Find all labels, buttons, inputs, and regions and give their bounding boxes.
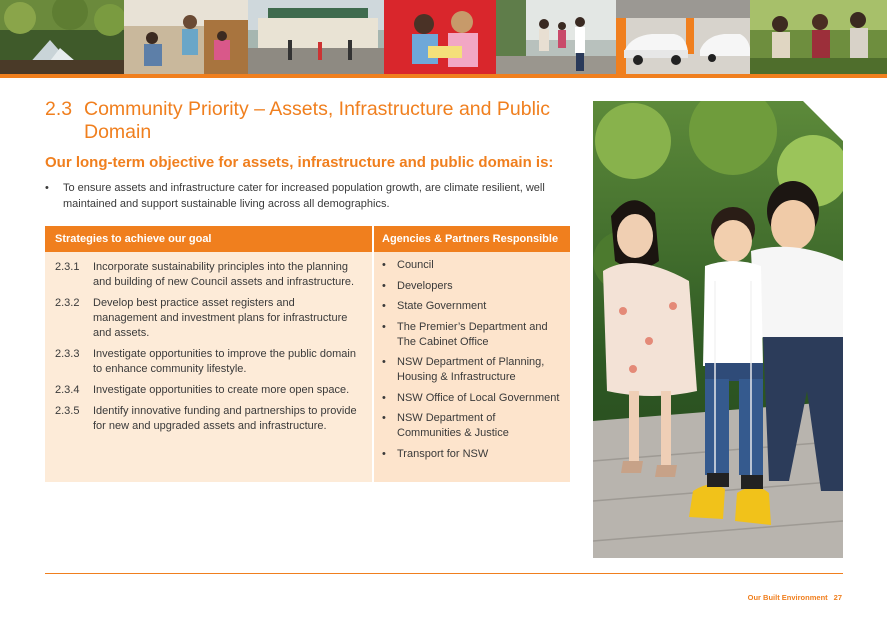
forest-stream-photo	[0, 0, 124, 74]
bullet-dot: •	[382, 279, 386, 292]
bullet-dot: •	[382, 391, 386, 404]
children-reading-photo	[384, 0, 496, 74]
strategy-text: Investigate opportunities to create more open space.	[93, 384, 350, 396]
agencies-column	[374, 252, 570, 482]
section-heading	[45, 98, 565, 144]
strategy-text: Incorporate sustainability principles into the planning and building of new Council assets and infrastructure.	[93, 261, 355, 288]
agency-item	[382, 391, 562, 406]
agency-item	[382, 320, 562, 350]
strategy-number: 2.3.4	[55, 384, 80, 396]
community-garden-photo	[750, 0, 887, 74]
strategy-text: Investigate opportunities to improve the public domain to enhance community lifestyle.	[93, 348, 356, 375]
section-title: Community Priority – Assets, Infrastructure and Public Domain	[84, 98, 551, 143]
strategies-table	[45, 226, 570, 482]
strategy-item	[55, 347, 362, 377]
footer-section-name: Our Built Environment	[747, 593, 828, 602]
bullet-dot: •	[382, 412, 386, 424]
agency-item	[382, 299, 562, 314]
intro-bullet-text: To ensure assets and infrastructure cater for increased population growth, are climate resilient, well maintained and support sustainable living across all demographics.	[63, 182, 545, 210]
bullet-dot: •	[382, 259, 386, 271]
page-number: 27	[833, 593, 842, 602]
section-number: 2.3	[45, 98, 73, 120]
town-square-photo	[248, 0, 384, 74]
strategy-number: 2.3.5	[55, 405, 80, 417]
agency-text: The Premier’s Department and The Cabinet Office	[397, 320, 548, 348]
strategy-item	[55, 260, 362, 290]
header-photo-strip	[0, 0, 887, 74]
agency-item	[382, 258, 562, 273]
strategy-number: 2.3.2	[55, 297, 80, 309]
header-accent-bar	[0, 74, 887, 78]
bullet-dot: •	[382, 356, 386, 368]
intro-bullet	[45, 180, 565, 212]
agency-text: NSW Department of Communities & Justice	[397, 412, 509, 439]
agency-item	[382, 447, 562, 462]
family-reading-photo	[124, 0, 248, 74]
strategy-item	[55, 296, 362, 341]
page-footer	[748, 593, 842, 602]
agency-text: NSW Department of Planning, Housing & Infrastructure	[397, 356, 545, 383]
agency-item	[382, 355, 562, 385]
strategies-column	[45, 252, 374, 482]
agencies-column-header: Agencies & Partners Responsible	[382, 233, 559, 245]
bullet-dot: •	[382, 320, 386, 333]
strategy-number: 2.3.3	[55, 348, 80, 360]
table-header-row	[45, 226, 570, 252]
objective-heading: Our long-term objective for assets, infrastructure and public domain is:	[45, 154, 554, 171]
family-photo	[593, 101, 843, 558]
agency-text: State Government	[397, 300, 487, 312]
bottom-rule	[45, 573, 843, 574]
agency-text: Council	[397, 259, 434, 271]
agency-item	[382, 411, 562, 441]
electric-car-charging-photo	[616, 0, 750, 74]
street-walking-photo	[496, 0, 616, 74]
strategy-text: Identify innovative funding and partnerships to provide for new and upgraded assets and infrastructure.	[93, 405, 357, 432]
agency-text: Developers	[397, 279, 453, 292]
bullet-dot: •	[382, 300, 386, 312]
table-body	[45, 252, 570, 482]
bullet-dot: •	[382, 447, 386, 460]
strategy-number: 2.3.1	[55, 261, 80, 273]
strategies-column-header: Strategies to achieve our goal	[45, 226, 374, 252]
agency-text: Transport for NSW	[397, 447, 489, 460]
bullet-dot: •	[45, 182, 49, 194]
strategy-text: Develop best practice asset registers and management and investment plans for infrastructure and assets.	[93, 297, 348, 339]
strategy-item	[55, 383, 362, 398]
agency-text: NSW Office of Local Government	[397, 391, 560, 404]
agency-item	[382, 279, 562, 294]
strategy-item	[55, 404, 362, 434]
